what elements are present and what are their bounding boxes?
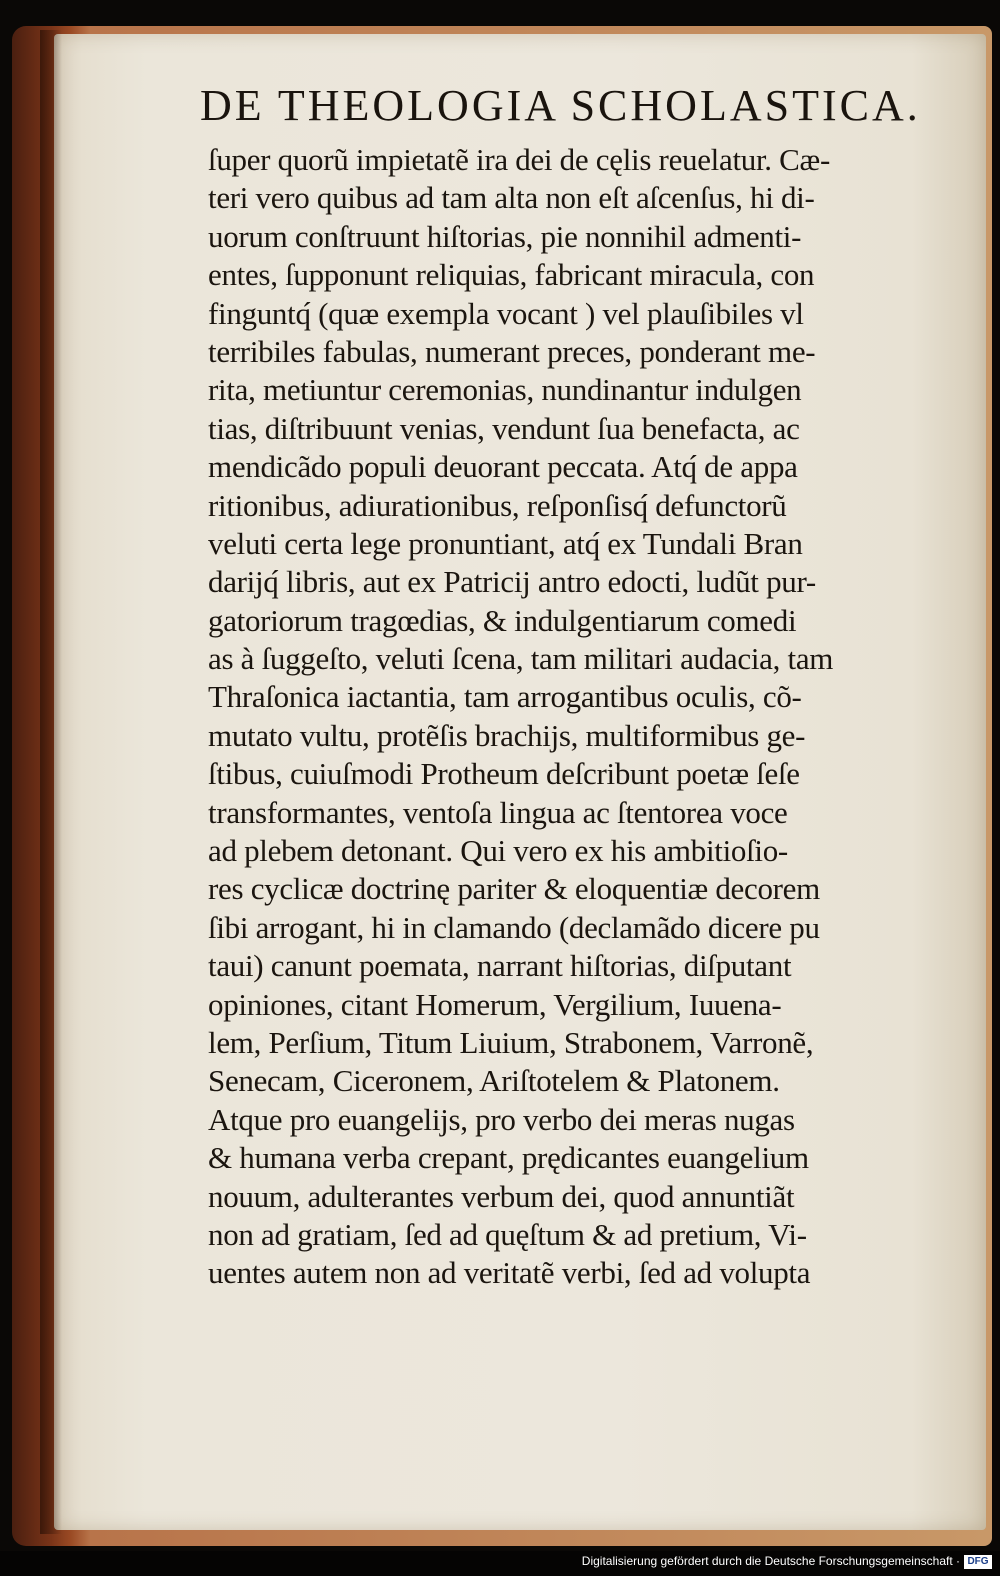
text-line: tias, diſtribuunt venias, vendunt ſua benefacta, ac — [208, 410, 800, 446]
text-line: ſibi arrogant, hi in clamando (declamãdo dicere pu — [208, 909, 820, 945]
dfg-logo: DFG — [964, 1555, 992, 1569]
text-line: veluti certa lege pronuntiant, atq́ ex Tundali Bran — [208, 525, 803, 561]
text-line: lem, Perſium, Titum Liuium, Strabonem, Varronẽ, — [208, 1024, 814, 1060]
text-line: taui) canunt poemata, narrant hiſtorias, diſputant — [208, 948, 792, 984]
text-line: ſuper quorũ impietatẽ ira dei de cęlis reuelatur. Cæ- — [208, 142, 830, 177]
funding-credit: Digitalisierung gefördert durch die Deutsche Forschungsgemeinschaft · — [581, 1554, 960, 1568]
text-line: uorum conſtruunt hiſtorias, pie nonnihil admenti- — [208, 218, 802, 254]
text-line: ritionibus, adiurationibus, reſponſisq́ defunctorũ — [208, 487, 787, 523]
text-line: opiniones, citant Homerum, Vergilium, Iuuena- — [208, 986, 782, 1022]
text-line: entes, ſupponunt reliquias, fabricant miracula, con — [208, 257, 815, 293]
text-line: finguntq́ (quæ exempla vocant ) vel plauſibiles vl — [208, 295, 804, 331]
text-line: mendicãdo populi deuorant peccata. Atq́ de appa — [208, 449, 798, 485]
body-text — [208, 141, 948, 1293]
text-line: Senecam, Ciceronem, Ariſtotelem & Platonem. — [208, 1063, 780, 1099]
spine-shadow — [40, 30, 62, 1534]
running-header: DE THEOLOGIA SCHOLASTICA. — [200, 81, 921, 130]
text-line: transformantes, ventoſa lingua ac ſtentorea voce — [208, 794, 788, 830]
text-line: as à ſuggeſto, veluti ſcena, tam militari audacia, tam — [208, 641, 834, 677]
text-line: uentes autem non ad veritatẽ verbi, ſed ad volupta — [208, 1255, 811, 1291]
text-line: mutato vultu, protẽſis brachijs, multiformibus ge- — [208, 717, 806, 753]
text-line: nouum, adulterantes verbum dei, quod annuntiãt — [208, 1178, 795, 1214]
text-line: Thraſonica iactantia, tam arrogantibus oculis, cõ- — [208, 679, 802, 715]
text-line: non ad gratiam, ſed ad quęſtum & ad pretium, Vi- — [208, 1216, 807, 1252]
text-line: res cyclicæ doctrinę pariter & eloquentiæ decorem — [208, 871, 820, 907]
text-line: & humana verba crepant, prędicantes euangelium — [208, 1140, 809, 1176]
text-line: teri vero quibus ad tam alta non eſt aſcenſus, hi di- — [208, 180, 815, 216]
text-line: rita, metiuntur ceremonias, nundinantur indulgen — [208, 372, 802, 408]
text-line: Atque pro euangelijs, pro verbo dei meras nugas — [208, 1101, 795, 1137]
text-line: gatoriorum tragœdias, & indulgentiarum comedi — [208, 602, 797, 638]
text-line: darijq́ libris, aut ex Patricij antro edocti, ludũt pur- — [208, 564, 816, 600]
text-line: ſtibus, cuiuſmodi Protheum deſcribunt poetæ ſeſe — [208, 756, 800, 792]
text-line: terribiles fabulas, numerant preces, ponderant me- — [208, 333, 816, 369]
text-line: ad plebem detonant. Qui vero ex his ambitioſio- — [208, 833, 788, 869]
